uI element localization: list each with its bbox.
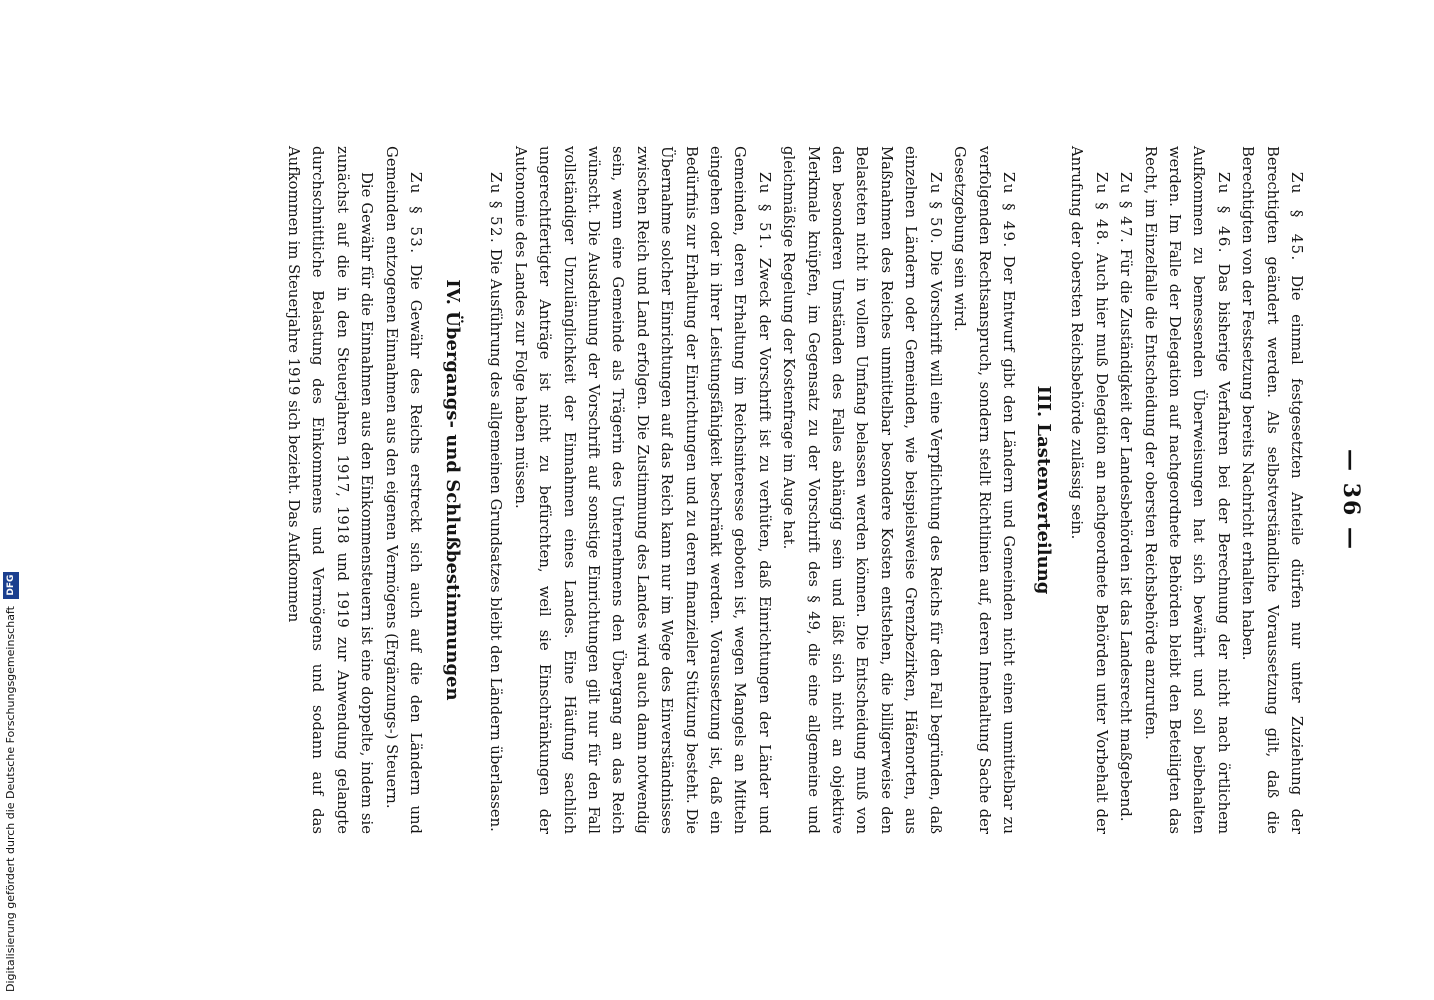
paragraph-text: Die einmal festgesetzten Anteile dürfen nur unter Zuziehung der Berechtigten geändert werden. Als selbstverständliche Voraussetzung gilt, daß die Berechtigten von der Festsetzung bereits Nachricht erhalten haben. [1239, 146, 1305, 834]
paragraph-text: Die Gewähr des Reichs erstreckt sich auch auf die den Ländern und Gemeinden entzogenen Einnahmen aus den eigenen Vermögens (Ergänzungs-) Steuern. [382, 146, 424, 834]
page-number: — 36 — [1338, 449, 1364, 551]
paragraph-51 [507, 146, 775, 834]
paragraph-50 [776, 146, 947, 834]
paragraph-49 [947, 146, 1020, 834]
paragraph-46 [1137, 146, 1235, 834]
paragraph-label: Zu § 47. [1117, 172, 1135, 245]
paragraph-text: Zweck der Vorschrift ist zu verhüten, daß Einrichtungen der Länder und Gemeinden, deren Erhaltung im Reichsinteresse geboten ist, wegen Mangels an Mitteln eingehen oder in ihrer Leistungsfähigkeit beschränkt werden. Voraussetzung ist, daß ein Bedürfnis zur Erhaltung der Einrichtungen und zu deren finanzieller Stützung besteht. Die Übernahme solcher Einrichtungen auf das Reich kann nur im Wege des Einverständnisses zwischen Reich und Land erfolgen. Die Zustimmung des Landes wird auch dann notwendig sein, wenn eine Gemeinde als Trägerin des Unternehmens den Übergang an das Reich wünscht. Die Ausdehnung der Vorschrift auf sonstige Einrichtungen gilt nur für den Fall vollständiger Unzulänglichkeit der Einnahmen eines Landes. Eine Häufung sachlich ungerechtfertigter Anträge ist nicht zu befürchten, weil sie Einschränkungen der Autonomie des Landes zur Folge haben müssen. [511, 146, 773, 834]
paragraph-text: Das bisherige Verfahren bei der Berechnung der nicht nach örtlichem Aufkommen zu bemessenden Überweisungen hat sich bewährt und soll beibehalten werden. Im Falle der Delegation auf nachgeordnete Behörden bleibt den Beteiligten das Recht, im Einzelfalle die Entscheidung der obersten Reichsbehörde anzurufen. [1141, 146, 1232, 834]
paragraph-label: Zu § 49. [999, 172, 1017, 249]
paragraph-text: Die Ausführung des allgemeinen Grundsatzes bleibt den Ländern überlassen. [487, 248, 505, 832]
credit-text: Digitalisierung gefördert durch die Deutsche Forschungsgemeinschaft [4, 606, 17, 992]
paragraph-53 [378, 146, 427, 834]
paragraph-label: Zu § 46. [1214, 172, 1232, 254]
paragraph-text: Auch hier muß Delegation an nachgeordnete Behörden unter Vorbehalt der Anrufung der obersten Reichsbehörde zulässig sein. [1068, 146, 1110, 834]
paragraph-48 [1064, 146, 1113, 834]
page-body [281, 146, 1308, 834]
paragraph-text: Die Vorschrift will eine Verpflichtung des Reichs für den Fall begründen, daß einzelnen Ländern oder Gemeinden, wie beispielsweise Grenzbezirken, Häfenorten, aus Maßnahmen des Reiches unmittelbar besondere Kosten entstehen, die billigerweise den Belasteten nicht in vollem Umfang belassen werden können. Die Entscheidung muß von den besonderen Umständen des Falles abhängig sein und läßt sich nicht an objektive Merkmale knüpfen, im Gegensatz zu der Vorschrift des § 49, die eine allgemeine und gleichmäßige Regelung der Kostenfrage im Auge hat. [780, 146, 944, 834]
paragraph-label: Zu § 53. [407, 172, 424, 255]
paragraph-label: Zu § 51. [755, 172, 773, 251]
paragraph-label: Zu § 48. [1092, 172, 1110, 247]
section-heading-iii: III. Lastenverteilung [1032, 385, 1054, 595]
section-heading-iv: IV. Übergangs- und Schlußbestimmungen [442, 279, 463, 701]
dfg-logo: DFG [3, 572, 19, 599]
paragraph-text: Für die Zuständigkeit der Landesbehörden ist das Landesrecht maßgebend. [1117, 248, 1135, 822]
paragraph-45 [1235, 146, 1308, 834]
paragraph-text: Der Entwurf gibt den Ländern und Gemeinden nicht einen unmittelbar zu verfolgenden Rechtsanspruch, sondern stellt Richtlinien auf, deren Innehaltung Sache der Gesetzgebung sein wird. [951, 146, 1017, 834]
paragraph-47 [1113, 146, 1137, 834]
paragraph-52 [483, 146, 507, 834]
paragraph-label: Zu § 45. [1288, 172, 1305, 262]
paragraph-label: Zu § 50. [926, 172, 944, 246]
paragraph-53-continued: Die Gewähr für die Einnahmen aus den Einkommensteuern ist eine doppelte, indem sie zunächst auf die in den Steuerjahren 1917, 1918 und 1919 zur Anwendung gelangte durchschnittliche Belastung des Einkommens und Vermögens und sodann auf das Aufkommen im Steuerjahre 1919 sich bezieht. Das Aufkommen [284, 146, 376, 834]
paragraph-label: Zu § 52. [487, 172, 505, 245]
